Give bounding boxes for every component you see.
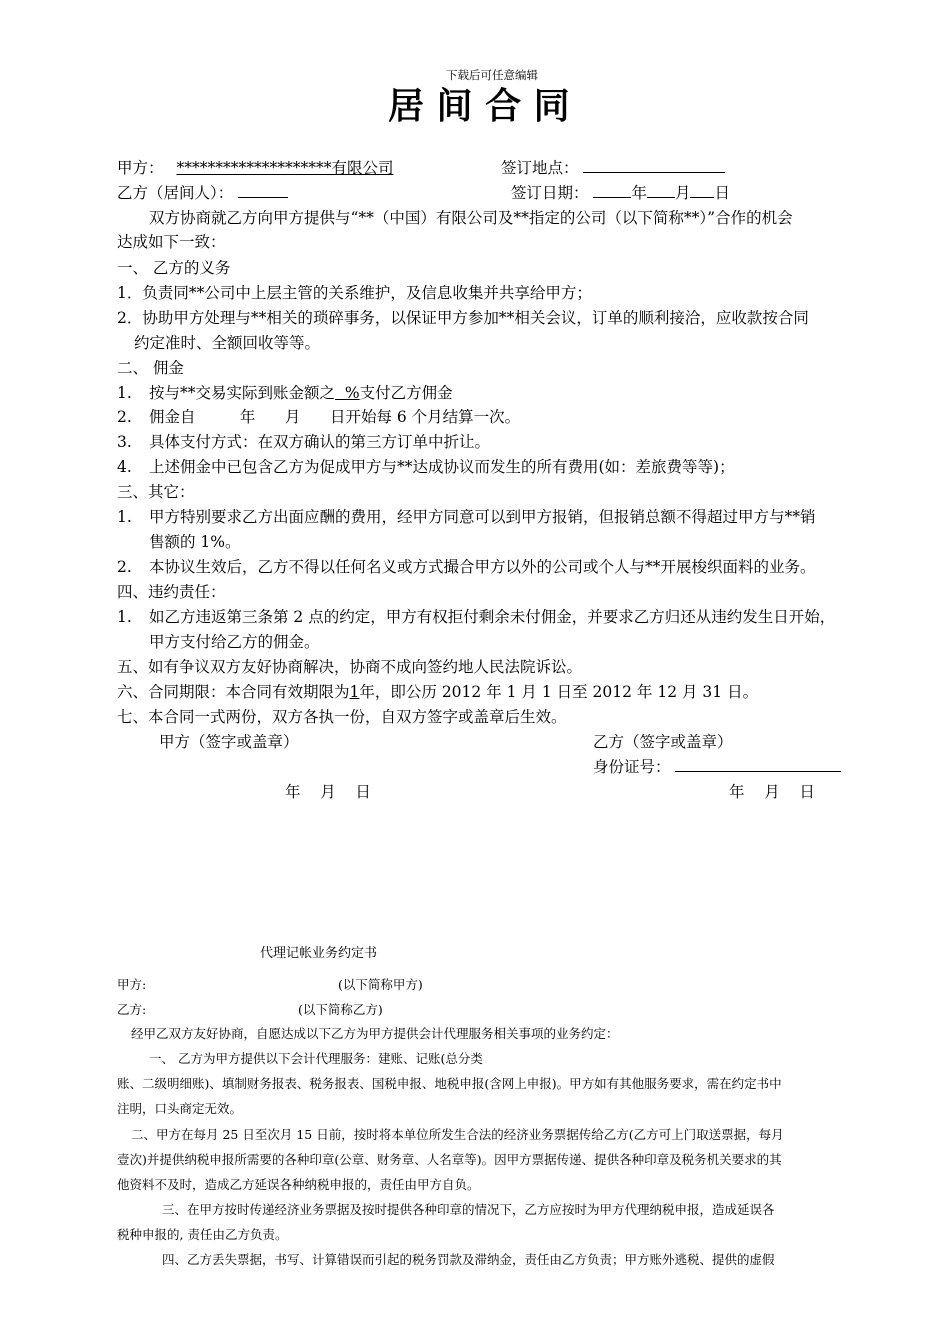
id-number-line	[593, 755, 841, 779]
signature-date-b: 年 月 日	[729, 783, 815, 801]
party-b-line	[117, 181, 288, 205]
section-3-item-1: 甲方特别要求乙方出面应酬的费用，经甲方同意可以到甲方报销，但报销总额不得超过甲方与**销	[149, 508, 816, 526]
section-2-item-num-1: 1.	[117, 384, 132, 402]
id-number-blank	[675, 756, 841, 772]
agreement-p2-line-2: 壹次)并提供纳税申报所需要的各种印章(公章、财务章、人名章等)。因甲方票据传递、提供各种印章及税务机关要求的其	[117, 1152, 782, 1167]
download-note: 下载后可任意编辑	[446, 68, 538, 82]
party-b-label: 乙方（居间人）：	[117, 184, 234, 202]
page-title: 居 间 合 同	[388, 85, 570, 127]
sign-date-line: 签订日期： 年 月 日	[511, 184, 730, 202]
party-a-label: 甲方：	[117, 159, 164, 177]
agreement-party-b-note: (以下简称乙方)	[298, 1002, 383, 1017]
agreement-p1-line-2: 账、二级明细账)、填制财务报表、税务报表、国税申报、地税申报(含网上申报)。甲方如有其他服务要求，需在约定书中	[117, 1076, 782, 1091]
agreement-p1-line-1: 一、 乙方为甲方提供以下会计代理服务：建账、记账(总分类	[149, 1051, 483, 1066]
section-1-item-2-cont: 约定准时、全额回收等等。	[134, 334, 321, 352]
sign-place-blank	[583, 157, 725, 173]
section-2-item-num-4: 4.	[117, 458, 132, 476]
agreement-p2-line-1: 二、甲方在每月 25 日至次月 15 日前，按时将本单位所发生合法的经济业务票据传给乙方(乙方可上门取送票据，每月	[131, 1127, 784, 1142]
agreement-title: 代理记帐业务约定书	[260, 946, 378, 961]
section-3-item-1-cont: 售额的 1%。	[149, 533, 241, 551]
party-b-blank	[238, 182, 288, 198]
section-2-item-2: 佣金自 年 月 日开始每 6 个月结算一次。	[149, 408, 521, 426]
agreement-party-a-note: (以下简称甲方)	[338, 977, 423, 992]
section-2-title: 二、 佣金	[117, 359, 184, 377]
section-6: 六、合同期限：本合同有效期限为1年，即公历 2012 年 1 月 1 日至 2012 年 12 月 31 日。	[117, 683, 759, 701]
party-a-value: ********************有限公司	[176, 159, 394, 177]
section-2-item-num-2: 2.	[117, 408, 132, 426]
sign-place-label: 签订地点：	[501, 159, 579, 177]
signature-date-a: 年 月 日	[285, 783, 371, 801]
signature-party-a: 甲方（签字或盖章）	[159, 733, 299, 751]
agreement-intro: 经甲乙双方友好协商，自愿达成以下乙方为甲方提供会计代理服务相关事项的业务约定：	[131, 1026, 619, 1041]
commission-rate-blank: %	[335, 384, 360, 402]
agreement-p4-line-1: 四、乙方丢失票据，书写、计算错误而引起的税务罚款及滞纳金，责任由乙方负责；甲方账外逃税、提供的虚假	[162, 1252, 775, 1267]
id-number-label: 身份证号：	[593, 758, 671, 776]
agreement-p3-line-1: 三、在甲方按时传递经济业务票据及按时提供各种印章的情况下，乙方应按时为甲方代理纳税申报，造成延误各	[162, 1202, 775, 1217]
party-a-line	[117, 156, 393, 180]
agreement-party-a: 甲方:	[117, 977, 147, 992]
section-3-item-2: 本协议生效后，乙方不得以任何名义或方式撮合甲方以外的公司或个人与**开展梭织面料的业务。	[149, 558, 816, 576]
section-2-item-num-3: 3.	[117, 433, 132, 451]
section-2-item-4: 上述佣金中已包含乙方为促成甲方与**达成协议而发生的所有费用(如：差旅费等等)；	[149, 458, 735, 476]
section-3-title: 三、其它：	[117, 483, 195, 501]
section-4-item-1: 如乙方违返第三条第 2 点的约定，甲方有权拒付剩余未付佣金，并要求乙方归还从违约发生日开始，	[149, 608, 836, 626]
section-3-item-num-1: 1.	[117, 508, 132, 526]
section-7: 七、本合同一式两份，双方各执一份，自双方签字或盖章后生效。	[117, 708, 567, 726]
agreement-p1-line-3: 注明，口头商定无效。	[117, 1101, 243, 1116]
agreement-p2-line-3: 他资料不及时，造成乙方延误各种纳税申报的，责任由甲方自负。	[117, 1177, 480, 1192]
signature-party-b: 乙方（签字或盖章）	[593, 733, 733, 751]
section-4-item-num-1: 1.	[117, 608, 132, 626]
section-5: 五、如有争议双方友好协商解决，协商不成向签约地人民法院诉讼。	[117, 658, 583, 676]
agreement-p3-line-2: 税种申报的, 责任由乙方负责。	[117, 1227, 288, 1242]
section-2-item-3: 具体支付方式：在双方确认的第三方订单中折让。	[149, 433, 491, 451]
section-1-item-1: 1．负责同**公司中上层主管的关系维护，及信息收集并共享给甲方；	[117, 284, 592, 302]
section-2-item-1: 按与**交易实际到账金额之 %支付乙方佣金	[149, 384, 453, 402]
sign-place-line	[501, 156, 725, 180]
section-4-item-1-cont: 甲方支付给乙方的佣金。	[149, 633, 320, 651]
section-1-item-2: 2．协助甲方处理与**相关的琐碎事务，以保证甲方参加**相关会议，订单的顺利接洽，应收款按合同	[117, 309, 809, 327]
section-1-title: 一、 乙方的义务	[117, 259, 231, 277]
agreement-party-b: 乙方:	[117, 1002, 147, 1017]
section-3-item-num-2: 2.	[117, 558, 132, 576]
section-4-title: 四、违约责任：	[117, 583, 226, 601]
sign-date-label: 签订日期：	[511, 184, 589, 202]
intro-line-1: 双方协商就乙方向甲方提供与“**（中国）有限公司及**指定的公司（以下简称**）”合作的机会	[149, 209, 793, 227]
intro-line-2: 达成如下一致：	[117, 233, 226, 251]
term-years: 1	[349, 683, 360, 701]
